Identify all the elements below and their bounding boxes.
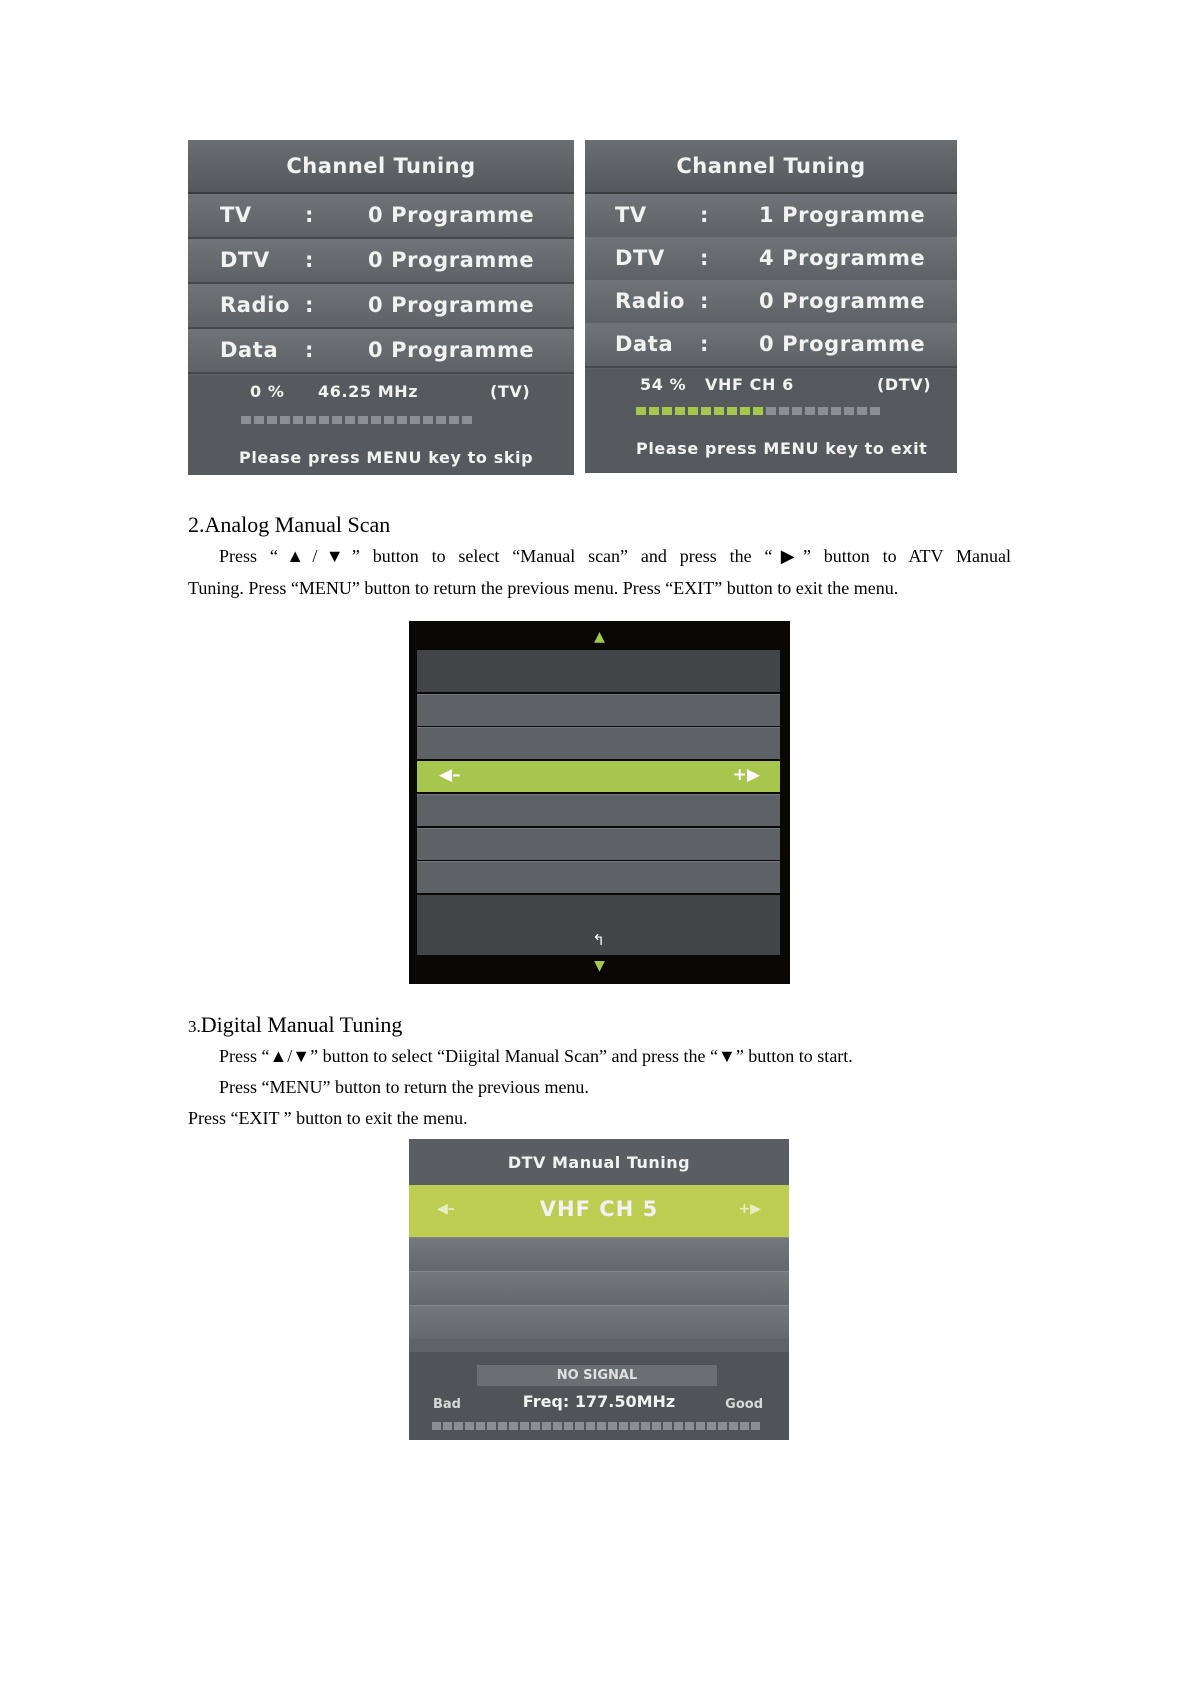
scroll-up-icon[interactable]: ▲ bbox=[594, 629, 605, 645]
digital-instructions-line3: Press “EXIT ” button to exit the menu. bbox=[188, 1108, 468, 1128]
progress-segment bbox=[371, 416, 381, 424]
atv-manual-menu bbox=[409, 621, 790, 984]
progress-segment bbox=[280, 416, 290, 424]
progress-segment bbox=[553, 1422, 562, 1430]
analog-heading: 2.Analog Manual Scan bbox=[188, 512, 391, 537]
row-label: Data bbox=[220, 338, 279, 362]
digital-instructions-line2: Press “MENU” button to return the previous menu. bbox=[219, 1077, 589, 1097]
menu-row[interactable] bbox=[417, 727, 780, 759]
progress-segment bbox=[432, 1422, 441, 1430]
progress-segment bbox=[520, 1422, 529, 1430]
row-value: 4 Programme bbox=[759, 246, 926, 270]
menu-footer bbox=[417, 895, 780, 955]
progress-segment bbox=[740, 1422, 749, 1430]
menu-row-selected[interactable] bbox=[417, 761, 780, 792]
progress-segment bbox=[685, 1422, 694, 1430]
row-sep: : bbox=[305, 203, 314, 227]
progress-segment bbox=[727, 407, 737, 415]
row-tv bbox=[188, 194, 574, 239]
progress-segment bbox=[714, 407, 724, 415]
scan-percent: 0 % bbox=[250, 382, 285, 401]
progress-segment bbox=[384, 416, 394, 424]
row-label: Data bbox=[615, 332, 674, 356]
next-channel-icon[interactable]: +▶ bbox=[738, 1201, 761, 1217]
scan-percent: 54 % bbox=[640, 375, 687, 394]
row-value: 0 Programme bbox=[759, 289, 926, 313]
row-data bbox=[585, 323, 957, 368]
progress-segment bbox=[410, 416, 420, 424]
progress-segment bbox=[652, 1422, 661, 1430]
digital-instructions-line1: Press “▲/▼” button to select “Diigital Manual Scan” and press the “▼” button to start. bbox=[219, 1046, 853, 1066]
progress-segment bbox=[818, 407, 828, 415]
status-footer bbox=[585, 369, 957, 473]
progress-segment bbox=[718, 1422, 727, 1430]
progress-segment bbox=[487, 1422, 496, 1430]
progress-segment bbox=[857, 407, 867, 415]
progress-segment bbox=[779, 407, 789, 415]
signal-strength-bar bbox=[432, 1422, 760, 1430]
progress-segment bbox=[701, 407, 711, 415]
row-sep: : bbox=[700, 203, 709, 227]
progress-segment bbox=[293, 416, 303, 424]
progress-segment bbox=[564, 1422, 573, 1430]
screen-title: Channel Tuning bbox=[188, 140, 574, 194]
progress-segment bbox=[443, 1422, 452, 1430]
row-sep: : bbox=[305, 293, 314, 317]
row-value: 0 Programme bbox=[368, 338, 535, 362]
progress-segment bbox=[267, 416, 277, 424]
progress-segment bbox=[465, 1422, 474, 1430]
progress-segment bbox=[597, 1422, 606, 1430]
progress-segment bbox=[844, 407, 854, 415]
progress-segment bbox=[766, 407, 776, 415]
dtv-manual-tuning-screen bbox=[409, 1139, 789, 1440]
progress-segment bbox=[509, 1422, 518, 1430]
digital-heading-text: Digital Manual Tuning bbox=[200, 1012, 403, 1037]
progress-segment bbox=[805, 407, 815, 415]
progress-segment bbox=[397, 416, 407, 424]
digital-heading bbox=[188, 1012, 402, 1038]
row-value: 0 Programme bbox=[368, 293, 535, 317]
progress-segment bbox=[476, 1422, 485, 1430]
digital-heading-number: 3. bbox=[188, 1017, 201, 1036]
scan-mode: (TV) bbox=[490, 382, 531, 401]
footer-hint: Please press MENU key to skip bbox=[239, 448, 534, 467]
progress-segment bbox=[462, 416, 472, 424]
row-tv bbox=[585, 194, 957, 239]
analog-instructions-line1 bbox=[188, 542, 1011, 571]
analog-instructions-line2: Tuning. Press “MENU” button to return the previous menu. Press “EXIT” button to exit the menu. bbox=[188, 578, 899, 598]
screen-title: Channel Tuning bbox=[585, 140, 957, 194]
progress-segment bbox=[575, 1422, 584, 1430]
screen-title: DTV Manual Tuning bbox=[409, 1139, 789, 1185]
progress-segment bbox=[674, 1422, 683, 1430]
row-sep: : bbox=[700, 246, 709, 270]
row-label: DTV bbox=[220, 248, 270, 272]
progress-segment bbox=[306, 416, 316, 424]
progress-segment bbox=[753, 407, 763, 415]
decrease-icon[interactable]: ◀– bbox=[439, 765, 461, 785]
bad-label: Bad bbox=[433, 1397, 461, 1412]
progress-segment bbox=[696, 1422, 705, 1430]
scroll-down-icon[interactable]: ▼ bbox=[594, 958, 605, 974]
progress-segment bbox=[449, 416, 459, 424]
progress-segment bbox=[729, 1422, 738, 1430]
progress-segment bbox=[542, 1422, 551, 1430]
channel-tuning-screen-dtv bbox=[585, 140, 957, 473]
progress-segment bbox=[358, 416, 368, 424]
progress-segment bbox=[636, 407, 646, 415]
progress-segment bbox=[345, 416, 355, 424]
progress-segment bbox=[649, 407, 659, 415]
frequency-readout: Freq: 177.50MHz bbox=[522, 1392, 676, 1411]
row-value: 0 Programme bbox=[759, 332, 926, 356]
progress-segment bbox=[319, 416, 329, 424]
channel-selector[interactable] bbox=[409, 1185, 789, 1237]
row-radio bbox=[585, 280, 957, 325]
progress-segment bbox=[436, 416, 446, 424]
progress-segment bbox=[740, 407, 750, 415]
menu-row[interactable] bbox=[417, 794, 780, 826]
progress-segment bbox=[675, 407, 685, 415]
previous-channel-icon[interactable]: ◀– bbox=[437, 1201, 455, 1217]
row-dtv bbox=[585, 237, 957, 282]
row-value: 1 Programme bbox=[759, 203, 926, 227]
progress-segment bbox=[688, 407, 698, 415]
progress-segment bbox=[254, 416, 264, 424]
signal-footer bbox=[409, 1352, 789, 1440]
good-label: Good bbox=[725, 1397, 763, 1412]
increase-icon[interactable]: +▶ bbox=[732, 765, 760, 785]
signal-status: NO SIGNAL bbox=[477, 1365, 717, 1386]
row-label: TV bbox=[220, 203, 252, 227]
row-sep: : bbox=[700, 332, 709, 356]
progress-segment bbox=[870, 407, 880, 415]
footer-hint: Please press MENU key to exit bbox=[636, 439, 928, 458]
menu-row bbox=[409, 1271, 789, 1305]
row-sep: : bbox=[700, 289, 709, 313]
progress-segment bbox=[630, 1422, 639, 1430]
progress-segment bbox=[792, 407, 802, 415]
scan-frequency: VHF CH 6 bbox=[705, 375, 794, 394]
scan-progress-bar bbox=[241, 416, 472, 424]
row-label: Radio bbox=[615, 289, 685, 313]
row-label: TV bbox=[615, 203, 647, 227]
progress-segment bbox=[454, 1422, 463, 1430]
progress-segment bbox=[241, 416, 251, 424]
scan-frequency: 46.25 MHz bbox=[318, 382, 419, 401]
menu-row bbox=[409, 1237, 789, 1271]
menu-row[interactable] bbox=[417, 828, 780, 860]
progress-segment bbox=[663, 1422, 672, 1430]
row-sep: : bbox=[305, 338, 314, 362]
row-dtv bbox=[188, 239, 574, 284]
analog-line1-text: Press “▲/▼” button to select “Manual scan” and press the “▶” button to ATV Manual bbox=[219, 546, 1011, 566]
status-footer bbox=[188, 376, 574, 475]
progress-segment bbox=[531, 1422, 540, 1430]
menu-header bbox=[417, 650, 780, 692]
progress-segment bbox=[707, 1422, 716, 1430]
row-radio bbox=[188, 284, 574, 329]
return-icon[interactable]: ↰ bbox=[592, 931, 605, 949]
row-data bbox=[188, 329, 574, 374]
menu-row[interactable] bbox=[417, 861, 780, 893]
scan-mode: (DTV) bbox=[877, 375, 932, 394]
progress-segment bbox=[641, 1422, 650, 1430]
progress-segment bbox=[586, 1422, 595, 1430]
progress-segment bbox=[619, 1422, 628, 1430]
channel-tuning-screen-tv bbox=[188, 140, 574, 475]
row-label: Radio bbox=[220, 293, 290, 317]
menu-row bbox=[409, 1305, 789, 1339]
progress-segment bbox=[831, 407, 841, 415]
progress-segment bbox=[332, 416, 342, 424]
row-label: DTV bbox=[615, 246, 665, 270]
progress-segment bbox=[423, 416, 433, 424]
scan-progress-bar bbox=[636, 407, 880, 415]
progress-segment bbox=[751, 1422, 760, 1430]
row-sep: : bbox=[305, 248, 314, 272]
progress-segment bbox=[662, 407, 672, 415]
menu-row[interactable] bbox=[417, 694, 780, 726]
row-value: 0 Programme bbox=[368, 203, 535, 227]
progress-segment bbox=[498, 1422, 507, 1430]
row-value: 0 Programme bbox=[368, 248, 535, 272]
progress-segment bbox=[608, 1422, 617, 1430]
channel-value: VHF CH 5 bbox=[539, 1197, 659, 1221]
